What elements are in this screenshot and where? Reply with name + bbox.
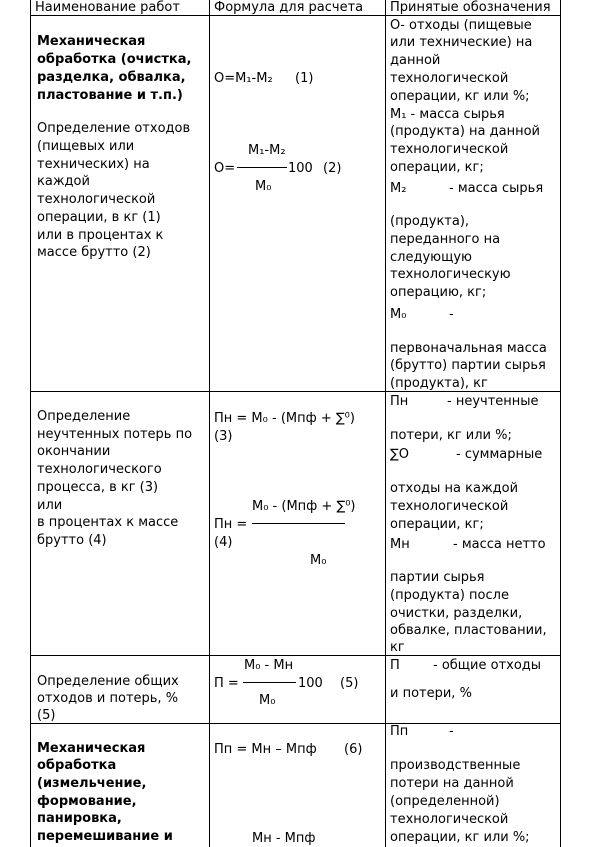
formula-4-numerator: М₀ - (Мпф + ∑⁰) [252,499,356,514]
formula-5-numerator: М₀ - Мн [244,658,294,673]
notation-m1-line-3: технологической [390,142,509,157]
notation-o-line-4: технологической [390,71,509,86]
row4-bold-line-1: Механическая [37,741,146,756]
notation-m2-line-2: переданного на [390,232,501,247]
notation-pn-line-2: потери, кг или %; [390,428,512,443]
notation-pp-line-2: потери на данной [390,776,514,791]
notation-m2-line-3: следующую [390,250,472,265]
row2-text-line-4: технологического [37,462,162,477]
row4-bold-line-6: перемешивание и [37,829,173,844]
row2-text-line-7: в процентах к массе [37,515,179,530]
formula-3-number: (3) [214,429,233,444]
notation-m2-line-4: технологическую [390,267,511,282]
row3-text-line-3: (5) [37,708,56,723]
notation-mn-line-1: партии сырья [390,570,485,585]
notation-m1-line-1: М₁ - масса сырья [390,107,505,122]
notation-m0-line-1: первоначальная масса [390,341,547,356]
notation-p-desc: - общие отходы [433,658,542,673]
formula-2-fraction-bar [237,167,287,168]
row2-text-line-6: или [37,498,63,513]
formula-4-number: (4) [214,535,233,550]
row2-text-line-8: брутто (4) [37,533,107,548]
header-col-notation: Принятые обозначения [390,0,551,15]
notation-m2-desc: - масса сырья [449,181,544,196]
notation-m0-line-3: (продукта), кг [390,376,488,391]
formula-7-numerator: Мн - Мпф [252,831,316,846]
row4-bold-line-3: (измельчение, [37,776,147,791]
notation-pp-dash: - [449,724,454,739]
table-border-right [560,0,561,847]
notation-pn-symbol: Пн [390,394,409,409]
notation-so-line-2: технологической [390,499,509,514]
formula-6: Пп = Мн – Мпф [214,742,317,757]
row1-bold-line-4: пластование и т.п.) [37,88,183,103]
notation-m0-line-2: (брутто) партии сырья [390,358,546,373]
row2-text-line-2: неучтенных потерь по [37,427,193,442]
notation-o-line-5: операции, кг или %; [390,89,530,104]
notation-pp-symbol: Пп [390,724,409,739]
row4-bold-line-4: формование, [37,794,137,809]
notation-m0-dash: - [449,307,454,322]
row1-bold-line-3: разделка, обвалка, [37,70,186,85]
notation-mn-line-5: кг [390,640,405,655]
notation-m0-symbol: М₀ [390,307,407,322]
formula-5-denominator: М₀ [259,693,276,708]
notation-m2-line-1: (продукта), [390,214,470,229]
notation-so-desc: - суммарные [456,447,543,462]
row1-text-line-1: Определение отходов [37,121,191,136]
notation-pp-line-4: технологической [390,812,509,827]
row1-text-line-6: операции, в кг (1) [37,210,161,225]
formula-3: Пн = М₀ - (Мпф + ∑⁰) [214,411,355,426]
row1-text-line-2: (пищевых или [37,139,135,154]
notation-pn-desc: - неучтенные [447,394,539,409]
notation-mn-line-4: обвалке, пластовании, [390,623,547,638]
formula-2-factor: 100 [288,161,313,176]
row4-bold-line-5: панировка, [37,811,122,826]
notation-m2-line-5: операцию, кг; [390,285,487,300]
notation-pp-line-1: производственные [390,758,521,773]
header-col-work: Наименование работ [35,0,180,15]
row1-text-line-5: технологической [37,192,156,207]
row1-bold-line-1: Механическая [37,34,146,49]
formula-4-fraction-bar [252,523,345,524]
row2-text-line-5: процесса, в кг (3) [37,480,159,495]
row-divider-2 [30,655,561,656]
notation-o-line-2: или технические) на [390,35,533,50]
notation-pp-line-3: (определенной) [390,794,500,809]
row1-text-line-3: технических) на [37,157,150,172]
row4-bold-line-2: обработка [37,758,117,773]
notation-so-symbol: ∑О [390,447,409,462]
notation-m2-symbol: М₂ [390,181,407,196]
formula-5-factor: 100 [298,676,323,691]
row-divider-3 [30,723,561,724]
row2-text-line-3: окончании [37,444,111,459]
formula-2-number: (2) [323,161,342,176]
column-divider-2 [385,0,386,847]
notation-so-line-1: отходы на каждой [390,481,519,496]
notation-mn-line-2: (продукта) после [390,588,509,603]
notation-o-line-1: О- отходы (пищевые [390,18,532,33]
row3-text-line-2: отходов и потерь, % [37,691,179,706]
formula-5-lhs: П = [214,676,239,691]
formula-2-lhs: О= [214,161,236,176]
notation-so-line-3: операции, кг; [390,517,484,532]
row1-text-line-8: массе брутто (2) [37,245,151,260]
notation-mn-line-3: очистки, разделки, [390,606,523,621]
formula-1: О=М₁-М₂ [214,71,273,86]
notation-pp-line-5: операции, кг или %; [390,830,530,845]
formula-4-lhs: Пн = [214,517,248,532]
formula-2-numerator: М₁-М₂ [248,143,286,158]
formula-2-denominator: М₀ [255,179,272,194]
row2-text-line-1: Определение [37,409,131,424]
notation-o-line-3: данной [390,53,441,68]
notation-p-line-2: и потери, % [390,686,472,701]
notation-mn-desc: - масса нетто [453,537,546,552]
formula-4-denominator: М₀ [310,553,327,568]
row1-text-line-7: или в процентах к [37,228,164,243]
notation-mn-symbol: Мн [390,537,410,552]
notation-m1-line-4: операции, кг; [390,160,484,175]
notation-m1-line-2: (продукта) на данной [390,124,541,139]
column-divider-1 [209,0,210,847]
row1-text-line-4: каждой [37,174,90,189]
formula-6-number: (6) [344,742,363,757]
table-border-left [30,0,31,847]
row3-text-line-1: Определение общих [37,674,179,689]
row1-bold-line-2: обработка (очистка, [37,52,192,67]
formula-5-number: (5) [340,676,359,691]
formula-1-number: (1) [295,71,314,86]
formula-5-fraction-bar [243,682,296,683]
header-col-formula: Формула для расчета [214,0,364,15]
notation-p-symbol: П [390,658,400,673]
